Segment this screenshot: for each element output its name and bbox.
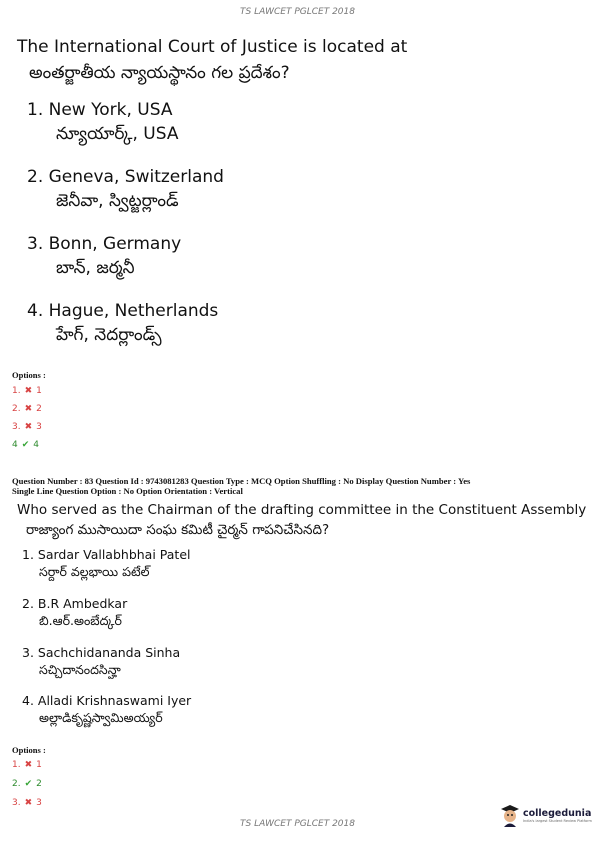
graduate-mascot-icon — [500, 803, 520, 827]
q2-option-2-telugu: బి.ఆర్.అంబేద్కర్ — [39, 613, 122, 628]
q2-option-1 — [22, 547, 191, 583]
page-footer: TS LAWCET PGLCET 2018 — [240, 819, 355, 829]
q2-option-1-english: 1. Sardar Vallabhbhai Patel — [22, 547, 191, 562]
q1-option-3 — [27, 234, 181, 282]
q2-option-4-telugu: అల్లాడికృష్ణస్వామిఅయ్యర్ — [39, 710, 163, 725]
q2-option-2-english: 2. B.R Ambedkar — [22, 596, 128, 611]
q2-option-3 — [22, 645, 180, 681]
q1-option-3-telugu: బాన్, జర్మనీ — [56, 258, 135, 278]
collegedunia-logo — [500, 803, 592, 827]
q1-option-4 — [27, 301, 218, 349]
q2-option-4 — [22, 693, 191, 729]
question-1-telugu: అంతర్జాతీయ న్యాయస్థానం గల ప్రదేశం? — [29, 63, 290, 83]
logo-tagline: India's largest Student Review Platform — [523, 818, 592, 823]
q2-options-label: Options : — [12, 745, 46, 755]
q1-option-2 — [27, 167, 224, 215]
wrong-mark-icon: ✖ — [24, 760, 33, 770]
wrong-mark-icon: ✖ — [24, 404, 33, 414]
question-2 — [17, 500, 586, 540]
check-mark-icon: ✔ — [24, 779, 33, 789]
q1-option-4-english: 4. Hague, Netherlands — [27, 301, 219, 321]
question-2-meta-line-1: Question Number : 83 Question Id : 9743081283 Question Type : MCQ Option Shuffling : No Display Question Number : Yes — [12, 476, 471, 486]
q1-answer-4: 4 ✔ 4 — [12, 440, 40, 450]
question-2-english: Who served as the Chairman of the drafting committee in the Constituent Assembly — [17, 502, 587, 518]
q2-option-4-english: 4. Alladi Krishnaswami Iyer — [22, 693, 192, 708]
q2-option-3-english: 3. Sachchidananda Sinha — [22, 645, 181, 660]
page-header: TS LAWCET PGLCET 2018 — [240, 7, 355, 17]
question-1-english: The International Court of Justice is located at — [17, 37, 408, 57]
check-mark-icon: ✔ — [21, 440, 30, 450]
q1-option-1 — [27, 100, 178, 148]
question-2-telugu: రాజ్యాంగ ముసాయిదా సంఘ కమిటీ చైర్మన్ గాపనిచేసినది? — [26, 522, 330, 538]
q1-option-1-telugu: న్యూయార్క్, USA — [56, 124, 179, 144]
q1-option-1-english: 1. New York, USA — [27, 100, 173, 120]
q2-option-2 — [22, 596, 127, 632]
q2-answer-2: 2. ✔ 2 — [12, 779, 42, 789]
question-1 — [17, 34, 407, 86]
q1-answer-2: 2. ✖ 2 — [12, 404, 42, 414]
q1-options-label: Options : — [12, 370, 46, 380]
logo-name: collegedunia — [523, 807, 592, 819]
q1-answer-1: 1. ✖ 1 — [12, 386, 42, 396]
q1-option-3-english: 3. Bonn, Germany — [27, 234, 182, 254]
q2-option-1-telugu: సర్దార్ వల్లభాయి పటేల్ — [39, 564, 150, 579]
q1-option-4-telugu: హేగ్, నెదర్లాండ్స్ — [56, 325, 162, 345]
question-2-meta-line-2: Single Line Question Option : No Option Orientation : Vertical — [12, 486, 243, 496]
q2-option-3-telugu: సచ్చిదానందసిన్హా — [39, 662, 121, 677]
question-2-meta — [12, 476, 587, 496]
wrong-mark-icon: ✖ — [24, 386, 33, 396]
q2-answer-1: 1. ✖ 1 — [12, 760, 42, 770]
q1-option-2-telugu: జెనీవా, స్విట్జర్లాండ్ — [56, 191, 179, 211]
q1-answer-3: 3. ✖ 3 — [12, 422, 42, 432]
wrong-mark-icon: ✖ — [24, 798, 33, 808]
wrong-mark-icon: ✖ — [24, 422, 33, 432]
q1-option-2-english: 2. Geneva, Switzerland — [27, 167, 224, 187]
q2-answer-3: 3. ✖ 3 — [12, 798, 42, 808]
